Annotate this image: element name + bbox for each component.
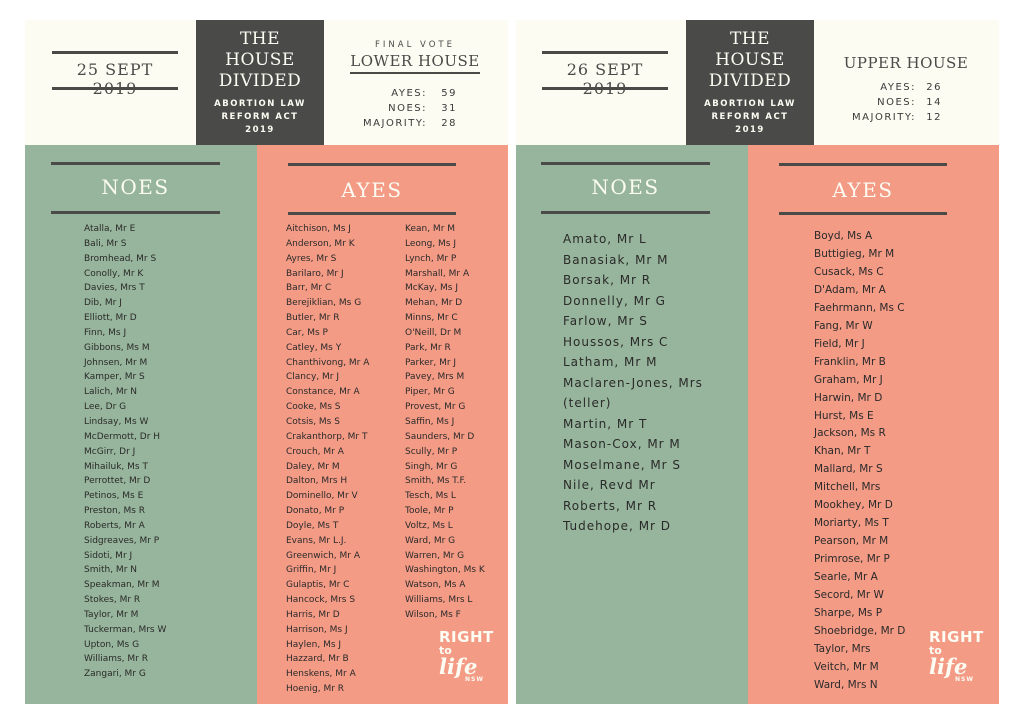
right-noes-heading: NOES	[591, 175, 660, 199]
list-item: Mitchell, Mrs	[814, 481, 881, 494]
list-item: Borsak, Mr R	[563, 273, 652, 287]
list-item: Warren, Mr G	[405, 550, 465, 561]
left-date: 25 SEPT	[76, 60, 154, 79]
list-item: Hurst, Ms E	[814, 409, 874, 422]
tally-label: MAJORITY:	[363, 118, 427, 129]
list-item: Ayres, Mr S	[286, 253, 337, 264]
title-line: DIVIDED	[218, 71, 302, 91]
list-item: Lee, Dr G	[84, 402, 127, 413]
list-item: Evans, Mr L.J.	[286, 535, 347, 546]
subtitle-line: 2019	[245, 125, 275, 135]
list-item: Aitchison, Ms J	[286, 224, 351, 234]
left-house-underline	[350, 72, 480, 74]
list-item: Dominello, Mr V	[286, 491, 358, 502]
list-item: Haylen, Ms J	[286, 639, 342, 650]
right-ayes-list	[814, 228, 905, 695]
list-item: Harris, Mr D	[286, 609, 340, 620]
tally-label: AYES:	[880, 82, 916, 93]
list-item: Piper, Mr G	[405, 387, 455, 398]
left-ayes-heading: AYES	[341, 178, 403, 202]
list-item: Catley, Ms Y	[286, 342, 342, 353]
list-item: Latham, Mr M	[563, 355, 658, 369]
upper-house-label: UPPER HOUSE	[843, 54, 969, 72]
tally-value: 26	[926, 82, 942, 93]
logo-text: NSW	[465, 676, 484, 683]
list-item: Petinos, Ms E	[84, 491, 144, 502]
list-item: Gulaptis, Mr C	[286, 580, 350, 591]
left-vote-heading	[345, 40, 485, 70]
list-item: Searle, Mr A	[814, 571, 878, 584]
tally-value: 14	[926, 97, 942, 108]
list-item: Voltz, Ms L	[405, 520, 453, 531]
list-item: Johnsen, Mr M	[84, 357, 148, 368]
list-item: Amato, Mr L	[563, 232, 647, 246]
list-item: Buttigieg, Mr M	[814, 247, 895, 260]
list-item: Tesch, Ms L	[405, 491, 456, 502]
list-item: Maclaren-Jones, Mrs	[563, 375, 703, 390]
right-noes-list	[563, 229, 703, 537]
list-item: Boyd, Ms A	[814, 230, 873, 242]
list-item: Lindsay, Ms W	[84, 416, 149, 427]
list-item: Singh, Mr G	[405, 461, 458, 472]
list-item: Barilaro, Mr J	[286, 268, 344, 279]
left-ayes-list-col1	[286, 222, 369, 697]
logo-text: RIGHT	[439, 628, 494, 646]
list-item: Greenwich, Mr A	[286, 550, 360, 561]
list-item: Conolly, Mr K	[84, 268, 144, 279]
list-item: Atalla, Mr E	[84, 224, 136, 234]
list-item: Tuckerman, Mrs W	[84, 624, 167, 635]
list-item: Houssos, Mrs C	[563, 334, 669, 349]
list-item: Mehan, Mr D	[405, 298, 463, 309]
list-item: (teller)	[563, 396, 612, 410]
left-noes-list	[84, 222, 166, 682]
right-vote-heading	[836, 52, 976, 72]
list-item: Anderson, Mr K	[286, 238, 355, 249]
list-item: Banasiak, Mr M	[563, 252, 669, 267]
list-item: Nile, Revd Mr	[563, 478, 656, 492]
list-item: Veitch, Mr M	[814, 660, 879, 673]
list-item: Cotsis, Ms S	[286, 416, 340, 427]
list-item: Car, Ms P	[286, 327, 328, 338]
list-item: Bali, Mr S	[84, 238, 127, 249]
right-to-life-logo	[929, 630, 984, 683]
list-item: Donato, Mr P	[286, 506, 345, 517]
right-ayes-heading: AYES	[832, 178, 894, 202]
list-item: Donnelly, Mr G	[563, 293, 666, 308]
left-date-bar-bottom	[52, 87, 178, 90]
left-date-bar-top	[52, 51, 178, 54]
right-date-bar-top	[542, 51, 668, 54]
list-item: Mallard, Mr S	[814, 463, 883, 476]
tally-value: 59	[441, 88, 457, 99]
list-item: Faehrmann, Ms C	[814, 301, 905, 314]
final-vote-label: FINAL VOTE	[375, 40, 455, 50]
title-line: DIVIDED	[708, 71, 792, 91]
list-item: Cooke, Ms S	[286, 402, 341, 413]
list-item: Gibbons, Ms M	[84, 342, 150, 353]
list-item: Farlow, Mr S	[563, 314, 648, 328]
right-to-life-logo	[439, 630, 494, 683]
list-item: Scully, Mr P	[405, 446, 458, 457]
list-item: Marshall, Mr A	[405, 268, 470, 279]
list-item: Chanthivong, Mr A	[286, 357, 370, 368]
list-item: Dib, Mr J	[84, 298, 122, 309]
right-title-box	[686, 20, 814, 145]
title-line: HOUSE	[715, 50, 785, 70]
title-line: THE	[239, 29, 281, 49]
list-item: Roberts, Mr R	[563, 498, 658, 513]
list-item: Harrison, Ms J	[286, 624, 348, 635]
list-item: Harwin, Mr D	[814, 391, 883, 404]
list-item: Zangari, Mr G	[84, 669, 146, 680]
list-item: Lynch, Mr P	[405, 253, 457, 264]
subtitle-line: REFORM ACT	[221, 112, 299, 122]
list-item: D'Adam, Mr A	[814, 283, 886, 296]
subtitle-line: ABORTION LAW	[704, 99, 796, 109]
left-noes-heading: NOES	[101, 175, 170, 199]
list-item: Wilson, Ms F	[405, 609, 461, 620]
right-noes-bar-bottom	[541, 211, 710, 214]
tally-value: 12	[926, 112, 942, 123]
list-item: Sidgreaves, Mr P	[84, 535, 160, 546]
tally-label: NOES:	[877, 97, 916, 108]
list-item: Sidoti, Mr J	[84, 550, 133, 561]
lower-house-label: LOWER HOUSE	[350, 52, 480, 70]
list-item: Shoebridge, Mr D	[814, 624, 906, 637]
list-item: Sharpe, Ms P	[814, 607, 883, 620]
list-item: Constance, Mr A	[286, 387, 360, 398]
logo-text: RIGHT	[929, 628, 984, 646]
list-item: Daley, Mr M	[286, 461, 340, 472]
subtitle-line: 2019	[735, 125, 765, 135]
left-noes-bar-bottom	[51, 211, 220, 214]
list-item: McDermott, Dr H	[84, 431, 161, 442]
list-item: Hancock, Mrs S	[286, 595, 356, 606]
list-item: Stokes, Mr R	[84, 595, 141, 606]
list-item: Taylor, Mr M	[84, 609, 139, 620]
logo-text: to	[929, 644, 942, 657]
list-item: Fang, Mr W	[814, 319, 873, 332]
list-item: Doyle, Ms T	[286, 520, 339, 531]
list-item: Ward, Mr G	[405, 535, 456, 546]
list-item: McGirr, Dr J	[84, 446, 136, 457]
list-item: Franklin, Mr B	[814, 355, 886, 368]
list-item: Perrottet, Mr D	[84, 476, 151, 487]
list-item: Saunders, Mr D	[405, 431, 475, 442]
logo-text: to	[439, 644, 452, 657]
list-item: Hoenig, Mr R	[286, 684, 345, 695]
left-ayes-list-col2	[405, 222, 485, 623]
list-item: Mason-Cox, Mr M	[563, 437, 681, 451]
tally-value: 28	[441, 118, 457, 129]
list-item: Berejiklian, Ms G	[286, 298, 362, 309]
list-item: Speakman, Mr M	[84, 580, 160, 591]
list-item: Toole, Mr P	[405, 506, 454, 517]
left-ayes-bar-bottom	[288, 212, 456, 215]
logo-text: life	[439, 654, 478, 679]
list-item: Minns, Mr C	[405, 313, 458, 324]
right-tally	[840, 80, 942, 125]
list-item: Crouch, Mr A	[286, 446, 344, 457]
tally-label: NOES:	[388, 103, 427, 114]
right-noes-bar-top	[541, 162, 710, 165]
list-item: Khan, Mr T	[814, 445, 871, 458]
list-item: Ward, Mrs N	[814, 678, 878, 691]
list-item: Field, Mr J	[814, 337, 865, 350]
list-item: Graham, Mr J	[814, 373, 883, 386]
list-item: Pearson, Mr M	[814, 535, 889, 548]
tally-label: AYES:	[391, 88, 427, 99]
list-item: Henskens, Mr A	[286, 669, 356, 680]
list-item: Williams, Mr R	[84, 654, 148, 665]
list-item: Jackson, Ms R	[814, 427, 886, 440]
right-date-bar-bottom	[542, 87, 668, 90]
left-ayes-bar-top	[288, 163, 456, 166]
tally-label: MAJORITY:	[852, 112, 916, 123]
title-line: THE	[729, 29, 771, 49]
list-item: Barr, Mr C	[286, 283, 332, 294]
list-item: Washington, Ms K	[405, 565, 485, 576]
list-item: Secord, Mr W	[814, 589, 884, 602]
list-item: Smith, Ms T.F.	[405, 476, 467, 487]
list-item: Moselmane, Mr S	[563, 457, 682, 472]
list-item: Parker, Mr J	[405, 357, 457, 368]
list-item: Dalton, Mrs H	[286, 476, 348, 487]
list-item: Williams, Mrs L	[405, 595, 473, 606]
title-line: HOUSE	[225, 50, 295, 70]
subtitle-line: REFORM ACT	[711, 112, 789, 122]
list-item: Finn, Ms J	[84, 327, 127, 338]
list-item: Mihailuk, Ms T	[84, 461, 148, 472]
list-item: Cusack, Ms C	[814, 265, 884, 278]
tally-value: 31	[441, 103, 457, 114]
list-item: Lalich, Mr N	[84, 387, 137, 398]
list-item: Moriarty, Ms T	[814, 517, 889, 530]
list-item: Saffin, Ms J	[405, 416, 455, 427]
list-item: McKay, Ms J	[405, 283, 458, 294]
list-item: Park, Mr R	[405, 342, 451, 353]
list-item: Elliott, Mr D	[84, 313, 137, 324]
list-item: Leong, Ms J	[405, 238, 457, 249]
right-date: 26 SEPT	[566, 60, 644, 79]
left-tally	[355, 86, 457, 131]
list-item: Watson, Ms A	[405, 580, 466, 591]
list-item: Pavey, Mrs M	[405, 372, 465, 383]
list-item: Preston, Ms R	[84, 506, 146, 517]
list-item: Mookhey, Mr D	[814, 499, 893, 512]
list-item: Martin, Mr T	[563, 416, 648, 431]
list-item: Butler, Mr R	[286, 313, 340, 324]
list-item: Griffin, Mr J	[286, 565, 337, 576]
list-item: Roberts, Mr A	[84, 520, 145, 531]
list-item: Primrose, Mr P	[814, 553, 890, 566]
list-item: Kamper, Mr S	[84, 372, 145, 383]
list-item: O'Neill, Dr M	[405, 327, 462, 338]
list-item: Clancy, Mr J	[286, 372, 339, 383]
logo-text: NSW	[955, 676, 974, 683]
list-item: Smith, Mr N	[84, 565, 137, 576]
list-item: Bromhead, Mr S	[84, 253, 157, 264]
list-item: Tudehope, Mr D	[563, 519, 672, 533]
right-ayes-bar-top	[779, 163, 947, 166]
list-item: Upton, Ms G	[84, 639, 140, 650]
list-item: Provest, Mr G	[405, 402, 466, 413]
right-ayes-bar-bottom	[779, 212, 947, 215]
list-item: Crakanthorp, Mr T	[286, 431, 368, 442]
logo-text: life	[929, 654, 968, 679]
list-item: Davies, Mrs T	[84, 283, 145, 294]
left-title-box	[196, 20, 324, 145]
list-item: Taylor, Mrs	[814, 642, 871, 655]
list-item: Kean, Mr M	[405, 224, 456, 234]
left-noes-bar-top	[51, 162, 220, 165]
subtitle-line: ABORTION LAW	[214, 99, 306, 109]
list-item: Hazzard, Mr B	[286, 654, 349, 665]
